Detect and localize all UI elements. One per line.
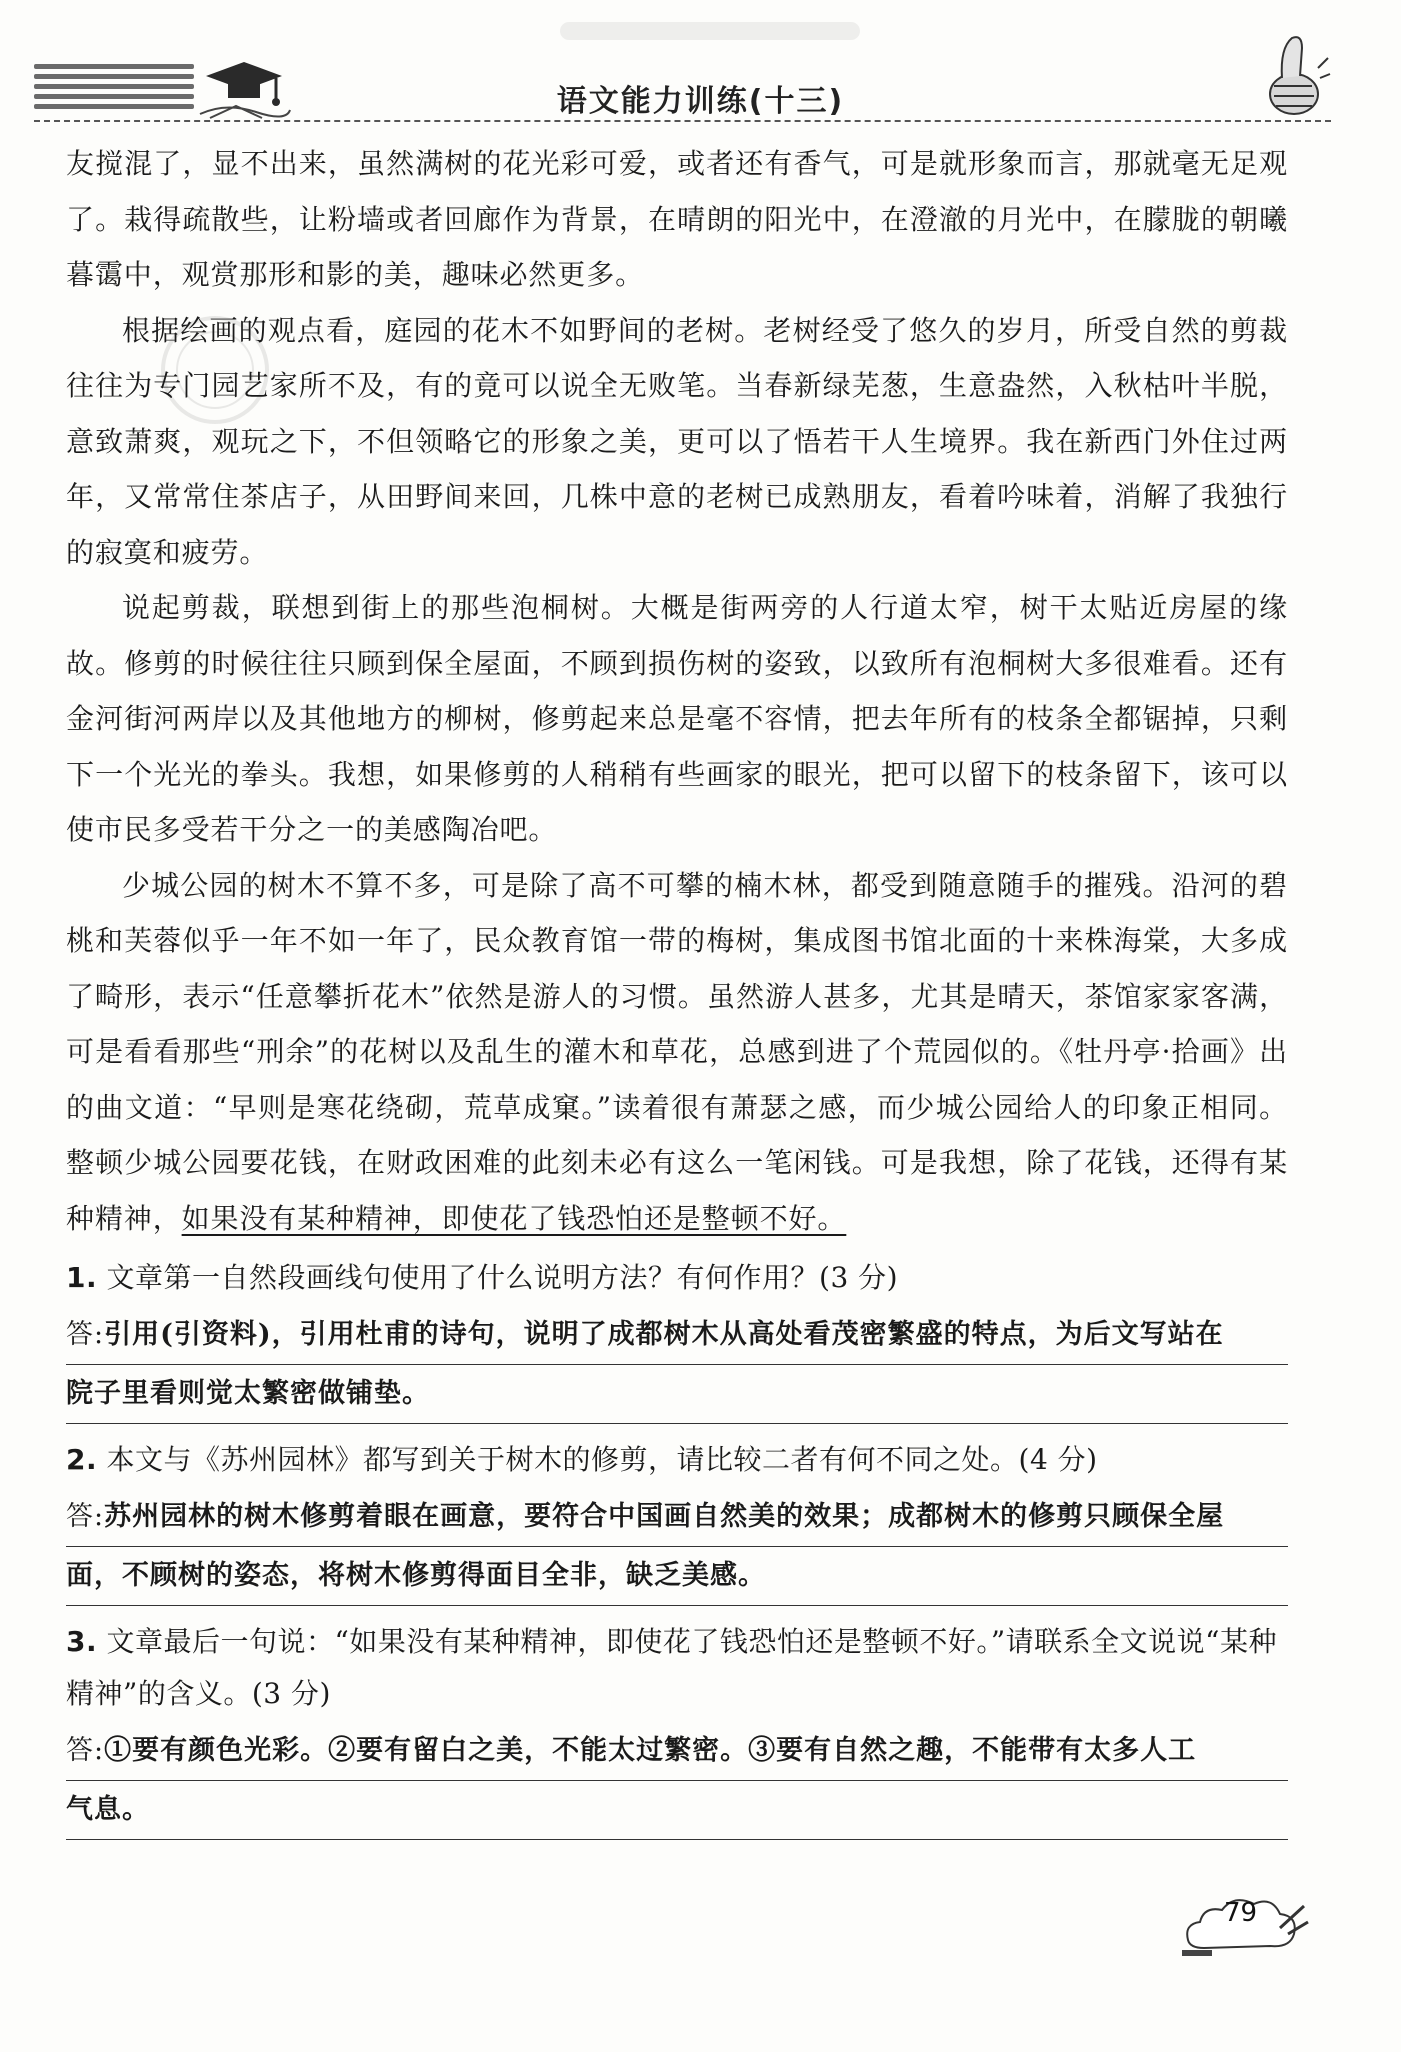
thumbs-up-icon <box>1262 28 1332 120</box>
passage-paragraph-4-main: 少城公园的树木不算不多，可是除了高不可攀的楠木林，都受到随意随手的摧残。沿河的碧桃和芙蓉似乎一年不如一年了，民众教育馆一带的梅树，集成图书馆北面的十来株海棠，大多成了畸形，表示“任意攀折花木”依然是游人的习惯。虽然游人甚多，尤其是晴天，茶馆家家客满，可是看看那些“刑余”的花树以及乱生的灌木和草花，总感到进了个荒园似的。《牡丹亭·拾画》出的曲文道：“早则是寒花绕砌，荒草成窠。”读着很有萧瑟之感，而少城公园给人的印象正相同。整顿少城公园要花钱，在财政困难的此刻未必有这么一笔闲钱。可是我想，除了花钱，还得有某种精神， <box>66 868 1288 1235</box>
passage-paragraph-4 <box>66 858 1288 1247</box>
page-header <box>0 0 1401 130</box>
question-2 <box>66 1434 1288 1486</box>
question-2-text: 本文与《苏州园林》都写到关于树木的修剪，请比较二者有何不同之处。(4 分) <box>106 1443 1098 1476</box>
question-3-text-line-1: 文章最后一句说：“如果没有某种精神，即使花了钱恐怕还是整顿不好。”请联系全文说说“某种 <box>106 1625 1277 1658</box>
answer-3-text-1: ①要有颜色光彩。②要有留白之美，不能太过繁密。③要有自然之趣，不能带有太多人工 <box>104 1735 1197 1766</box>
page-header-title: 语文能力训练(十三) <box>556 84 845 119</box>
answer-1-line-1 <box>66 1306 1288 1365</box>
question-3-text-line-2: 精神”的含义。(3 分) <box>66 1677 331 1710</box>
underlined-sentence: 如果没有某种精神，即使花了钱恐怕还是整顿不好。 <box>181 1201 847 1235</box>
question-1-text: 文章第一自然段画线句使用了什么说明方法？有何作用？(3 分) <box>106 1261 899 1294</box>
question-1 <box>66 1252 1288 1304</box>
question-1-number: 1. <box>66 1261 98 1294</box>
question-3 <box>66 1616 1288 1720</box>
answer-1 <box>66 1306 1288 1424</box>
faded-header-mark <box>560 18 860 44</box>
header-dashed-rule <box>34 120 1331 122</box>
passage-paragraph-1: 友搅混了，显不出来，虽然满树的花光彩可爱，或者还有香气，可是就形象而言，那就毫无足观了。栽得疏散些，让粉墙或者回廊作为背景，在晴朗的阳光中，在澄澈的月光中，在朦胧的朝曦暮霭中，观赏那形和影的美，趣味必然更多。 <box>66 147 1288 291</box>
question-2-number: 2. <box>66 1443 98 1476</box>
answer-2-line-2: 面，不顾树的姿态，将树木修剪得面目全非，缺乏美感。 <box>66 1547 1288 1606</box>
answer-1-prefix: 答: <box>66 1319 105 1350</box>
answer-3-prefix: 答: <box>66 1735 105 1766</box>
answer-1-line-2: 院子里看则觉太繁密做铺垫。 <box>66 1365 1288 1424</box>
answer-1-text-1: 引用(引资料)，引用杜甫的诗句，说明了成都树木从高处看茂密繁盛的特点，为后文写站在 <box>104 1319 1224 1350</box>
passage-paragraph-3: 说起剪裁，联想到街上的那些泡桐树。大概是街两旁的人行道太窄，树干太贴近房屋的缘故。修剪的时候往往只顾到保全屋面，不顾到损伤树的姿致，以致所有泡桐树大多很难看。还有金河街河两岸以及其他地方的柳树，修剪起来总是毫不容情，把去年所有的枝条全都锯掉，只剩下一个光光的拳头。我想，如果修剪的人稍稍有些画家的眼光，把可以留下的枝条留下，该可以使市民多受若干分之一的美感陶冶吧。 <box>66 591 1288 846</box>
passage-paragraph-2: 根据绘画的观点看，庭园的花木不如野间的老树。老树经受了悠久的岁月，所受自然的剪裁往往为专门园艺家所不及，有的竟可以说全无败笔。当春新绿芜葱，生意盎然，入秋枯叶半脱，意致萧爽，观玩之下，不但领略它的形象之美，更可以了悟若干人生境界。我在新西门外住过两年，又常常住茶店子，从田野间来回，几株中意的老树已成熟朋友，看着吟味着，消解了我独行的寂寞和疲劳。 <box>66 313 1288 569</box>
answer-3 <box>66 1722 1288 1840</box>
page-number: 79 <box>1224 1898 1258 1928</box>
question-3-number: 3. <box>66 1625 98 1658</box>
answer-3-line-2: 气息。 <box>66 1781 1288 1840</box>
answer-2-text-1: 苏州园林的树木修剪着眼在画意，要符合中国画自然美的效果；成都树木的修剪只顾保全屋 <box>104 1501 1225 1532</box>
answer-2-prefix: 答: <box>66 1501 105 1532</box>
answer-2-line-1 <box>66 1488 1288 1547</box>
answer-3-line-1 <box>66 1722 1288 1781</box>
answer-2 <box>66 1488 1288 1606</box>
page-content <box>66 136 1288 1850</box>
